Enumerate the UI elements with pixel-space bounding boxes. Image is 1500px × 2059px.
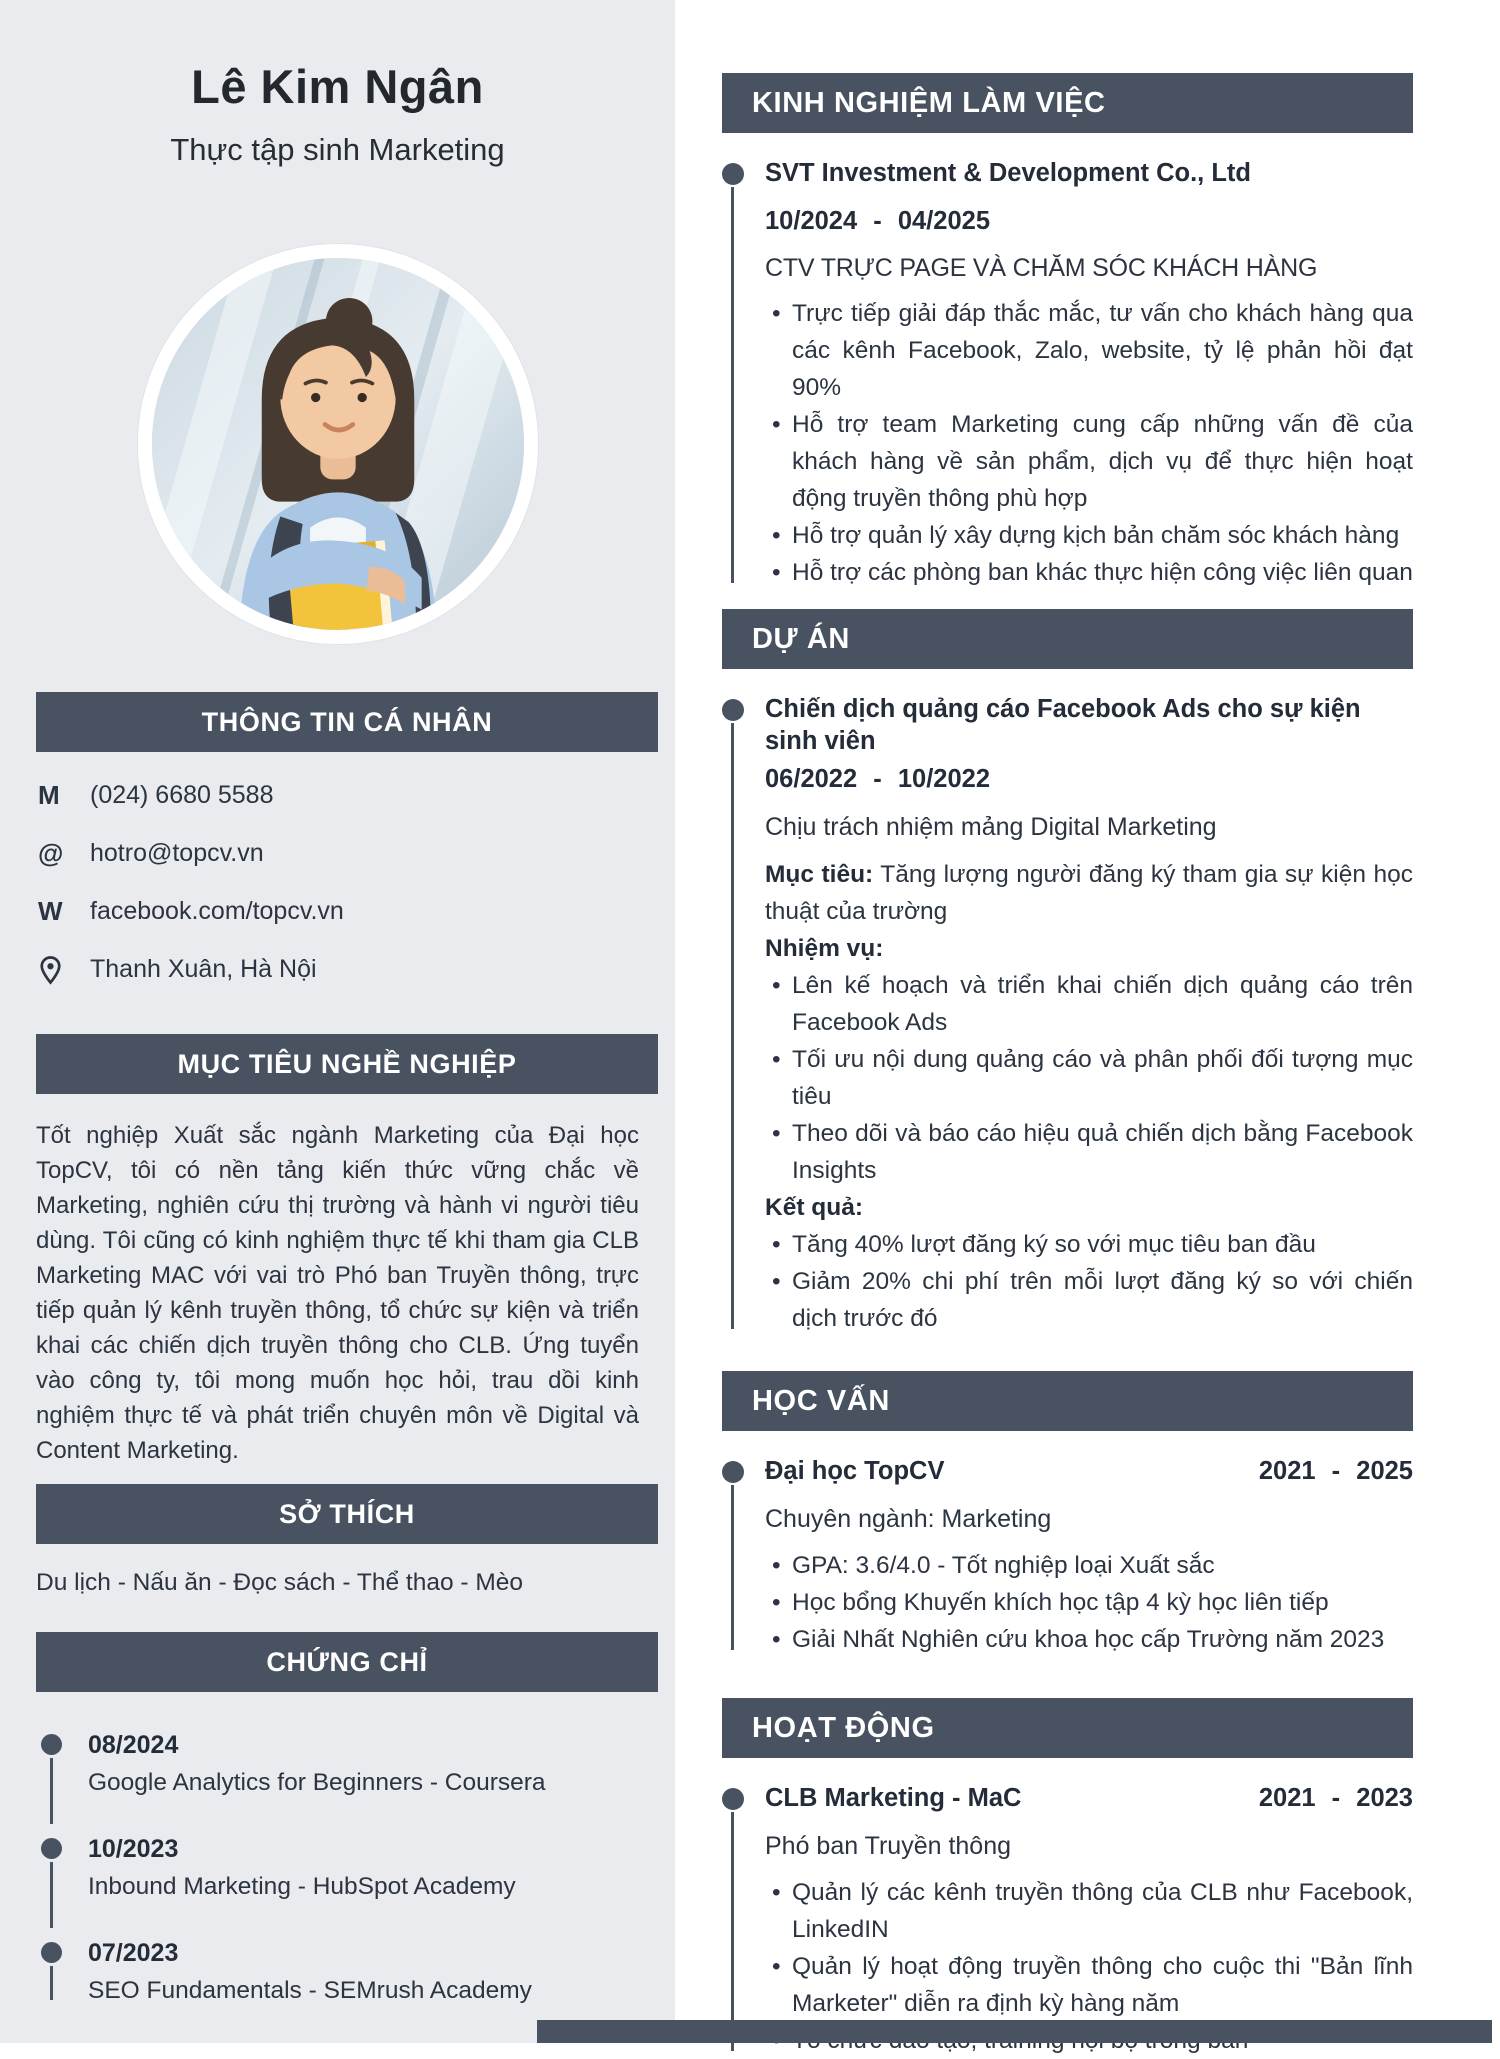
certificate-name: SEO Fundamentals - SEMrush Academy <box>88 1977 532 2004</box>
certificate-date: 08/2024 <box>88 1731 179 1759</box>
timeline-line <box>50 1966 53 2000</box>
certificate-date: 10/2023 <box>88 1835 179 1863</box>
experience-entry <box>722 157 1413 591</box>
section-heading-hobbies: SỞ THÍCH <box>36 1484 658 1544</box>
address: Thanh Xuân, Hà Nội <box>90 954 317 983</box>
project-entry <box>722 693 1413 1337</box>
profile-photo <box>138 244 538 644</box>
location-pin-icon <box>38 953 90 985</box>
project-task: • Tối ưu nội dung quảng cáo và phân phối đối tượng mục tiêu <box>765 1041 1413 1115</box>
education-bullet: • Học bổng Khuyến khích học tập 4 kỳ học liên tiếp <box>765 1584 1413 1621</box>
website-w-icon: W <box>38 895 63 926</box>
timeline-dot <box>722 163 744 185</box>
results-label: Kết quả: <box>765 1194 863 1221</box>
activity-period: 2021 - 2023 <box>1258 1784 1413 1812</box>
education-period: 2021 - 2025 <box>1258 1457 1413 1485</box>
section-heading-activities: HOẠT ĐỘNG <box>722 1698 1413 1758</box>
main-column <box>675 0 1500 2043</box>
website-url: facebook.com/topcv.vn <box>90 896 344 925</box>
contact-list <box>38 778 647 986</box>
certificate-list <box>36 1730 639 2006</box>
hobbies-text: Du lịch - Nấu ăn - Đọc sách - Thể thao - Mèo <box>36 1569 524 1596</box>
email-address: hotro@topcv.vn <box>90 838 264 867</box>
timeline-line <box>50 1758 53 1824</box>
experience-bullets <box>765 295 1413 591</box>
certificate-name: Inbound Marketing - HubSpot Academy <box>88 1873 516 1900</box>
education-entry <box>722 1455 1413 1658</box>
section-heading-experience: KINH NGHIỆM LÀM VIỆC <box>722 73 1413 133</box>
organization-name: CLB Marketing - MaC <box>765 1784 1022 1812</box>
objective-label: Mục tiêu: <box>765 861 874 888</box>
section-heading-objective: MỤC TIÊU NGHỀ NGHIỆP <box>36 1034 658 1094</box>
project-task-bullets <box>765 967 1413 1189</box>
school-name: Đại học TopCV <box>765 1457 945 1485</box>
timeline-dot <box>41 1942 62 1963</box>
timeline-dot <box>722 1788 744 1810</box>
sidebar <box>0 0 675 2043</box>
project-task: • Lên kế hoạch và triển khai chiến dịch quảng cáo trên Facebook Ads <box>765 967 1413 1041</box>
phone-m-icon: M <box>38 779 60 810</box>
activity-role: Phó ban Truyền thông <box>765 1832 1012 1860</box>
certificate-item <box>36 1834 639 1902</box>
career-objective-text: Tốt nghiệp Xuất sắc ngành Marketing của Đại học TopCV, tôi có nền tảng kiến thức vững chắc về Marketing, nghiên cứu thị trường và hành vi người tiêu dùng. Tôi cũng có kinh nghiệm thực tế khi tham gia CLB Marketing MAC với vai trò Phó ban Truyền thông, trực tiếp quản lý kênh truyền thông, tổ chức sự kiện và triển khai các chiến dịch truyền thông cho CLB. Ứng tuyển vào công ty, tôi mong muốn học hỏi, trau dồi kinh nghiệm thực tế và phát triển chuyên môn về Digital và Content Marketing. <box>36 1122 639 1464</box>
section-heading-contact: THÔNG TIN CÁ NHÂN <box>36 692 658 752</box>
education-bullets <box>765 1547 1413 1658</box>
experience-period: 10/2024 - 04/2025 <box>765 207 991 235</box>
contact-row-phone <box>38 778 647 812</box>
timeline-dot <box>722 699 744 721</box>
experience-bullet: • Hỗ trợ các phòng ban khác thực hiện công việc liên quan <box>765 554 1413 591</box>
project-task: • Theo dõi và báo cáo hiệu quả chiến dịch bằng Facebook Insights <box>765 1115 1413 1189</box>
experience-role: CTV TRỰC PAGE VÀ CHĂM SÓC KHÁCH HÀNG <box>765 254 1318 282</box>
experience-bullet: • Trực tiếp giải đáp thắc mắc, tư vấn cho khách hàng qua các kênh Facebook, Zalo, website, tỷ lệ phản hồi đạt 90% <box>765 295 1413 406</box>
timeline-dot <box>722 1461 744 1483</box>
project-title: Chiến dịch quảng cáo Facebook Ads cho sự kiện sinh viên <box>765 695 1361 755</box>
education-bullet: • Giải Nhất Nghiên cứu khoa học cấp Trường năm 2023 <box>765 1621 1413 1658</box>
section-heading-certificates: CHỨNG CHỈ <box>36 1632 658 1692</box>
timeline-line <box>731 1812 734 2051</box>
certificate-name: Google Analytics for Beginners - Coursera <box>88 1769 546 1796</box>
timeline-line <box>731 1485 734 1650</box>
timeline-line <box>731 723 734 1329</box>
person-name: Lê Kim Ngân <box>191 60 484 113</box>
contact-row-website <box>38 894 647 928</box>
activity-entry <box>722 1782 1413 2059</box>
experience-bullet: • Hỗ trợ team Marketing cung cấp những vấn đề của khách hàng về sản phẩm, dịch vụ để thực hiện hoạt động truyền thông phù hợp <box>765 406 1413 517</box>
tasks-label: Nhiệm vụ: <box>765 935 884 962</box>
project-result-bullets <box>765 1226 1413 1337</box>
certificate-date: 07/2023 <box>88 1939 179 1967</box>
project-objective <box>765 856 1413 930</box>
timeline-line <box>731 187 734 583</box>
education-bullet: • GPA: 3.6/4.0 - Tốt nghiệp loại Xuất sắc <box>765 1547 1413 1584</box>
activity-bullet: • Quản lý hoạt động truyền thông cho cuộc thi "Bản lĩnh Marketer" diễn ra định kỳ hàng năm <box>765 1948 1413 2022</box>
objective-text: Tăng lượng người đăng ký tham gia sự kiện học thuật của trường <box>765 861 1413 925</box>
activity-bullet: • Quản lý các kênh truyền thông của CLB như Facebook, LinkedIN <box>765 1874 1413 1948</box>
certificate-item <box>36 1938 639 2006</box>
education-major: Chuyên ngành: Marketing <box>765 1505 1052 1533</box>
section-heading-projects: DỰ ÁN <box>722 609 1413 669</box>
profile-photo-illustration <box>152 258 524 630</box>
phone-number: (024) 6680 5588 <box>90 780 274 809</box>
person-job-title: Thực tập sinh Marketing <box>170 132 505 167</box>
next-page-header-bar-cutoff <box>537 2020 1492 2043</box>
project-result: • Giảm 20% chi phí trên mỗi lượt đăng ký so với chiến dịch trước đó <box>765 1263 1413 1337</box>
timeline-dot <box>41 1734 62 1755</box>
project-subtitle: Chịu trách nhiệm mảng Digital Marketing <box>765 813 1217 841</box>
company-name: SVT Investment & Development Co., Ltd <box>765 159 1251 187</box>
section-heading-education: HỌC VẤN <box>722 1371 1413 1431</box>
contact-row-email <box>38 836 647 870</box>
project-result: • Tăng 40% lượt đăng ký so với mục tiêu ban đầu <box>765 1226 1413 1263</box>
certificate-item <box>36 1730 639 1798</box>
email-at-icon: @ <box>38 837 64 868</box>
timeline-dot <box>41 1838 62 1859</box>
timeline-line <box>50 1862 53 1928</box>
project-period: 06/2022 - 10/2022 <box>765 765 991 793</box>
experience-bullet: • Hỗ trợ quản lý xây dựng kịch bản chăm sóc khách hàng <box>765 517 1413 554</box>
contact-row-address <box>38 952 647 986</box>
